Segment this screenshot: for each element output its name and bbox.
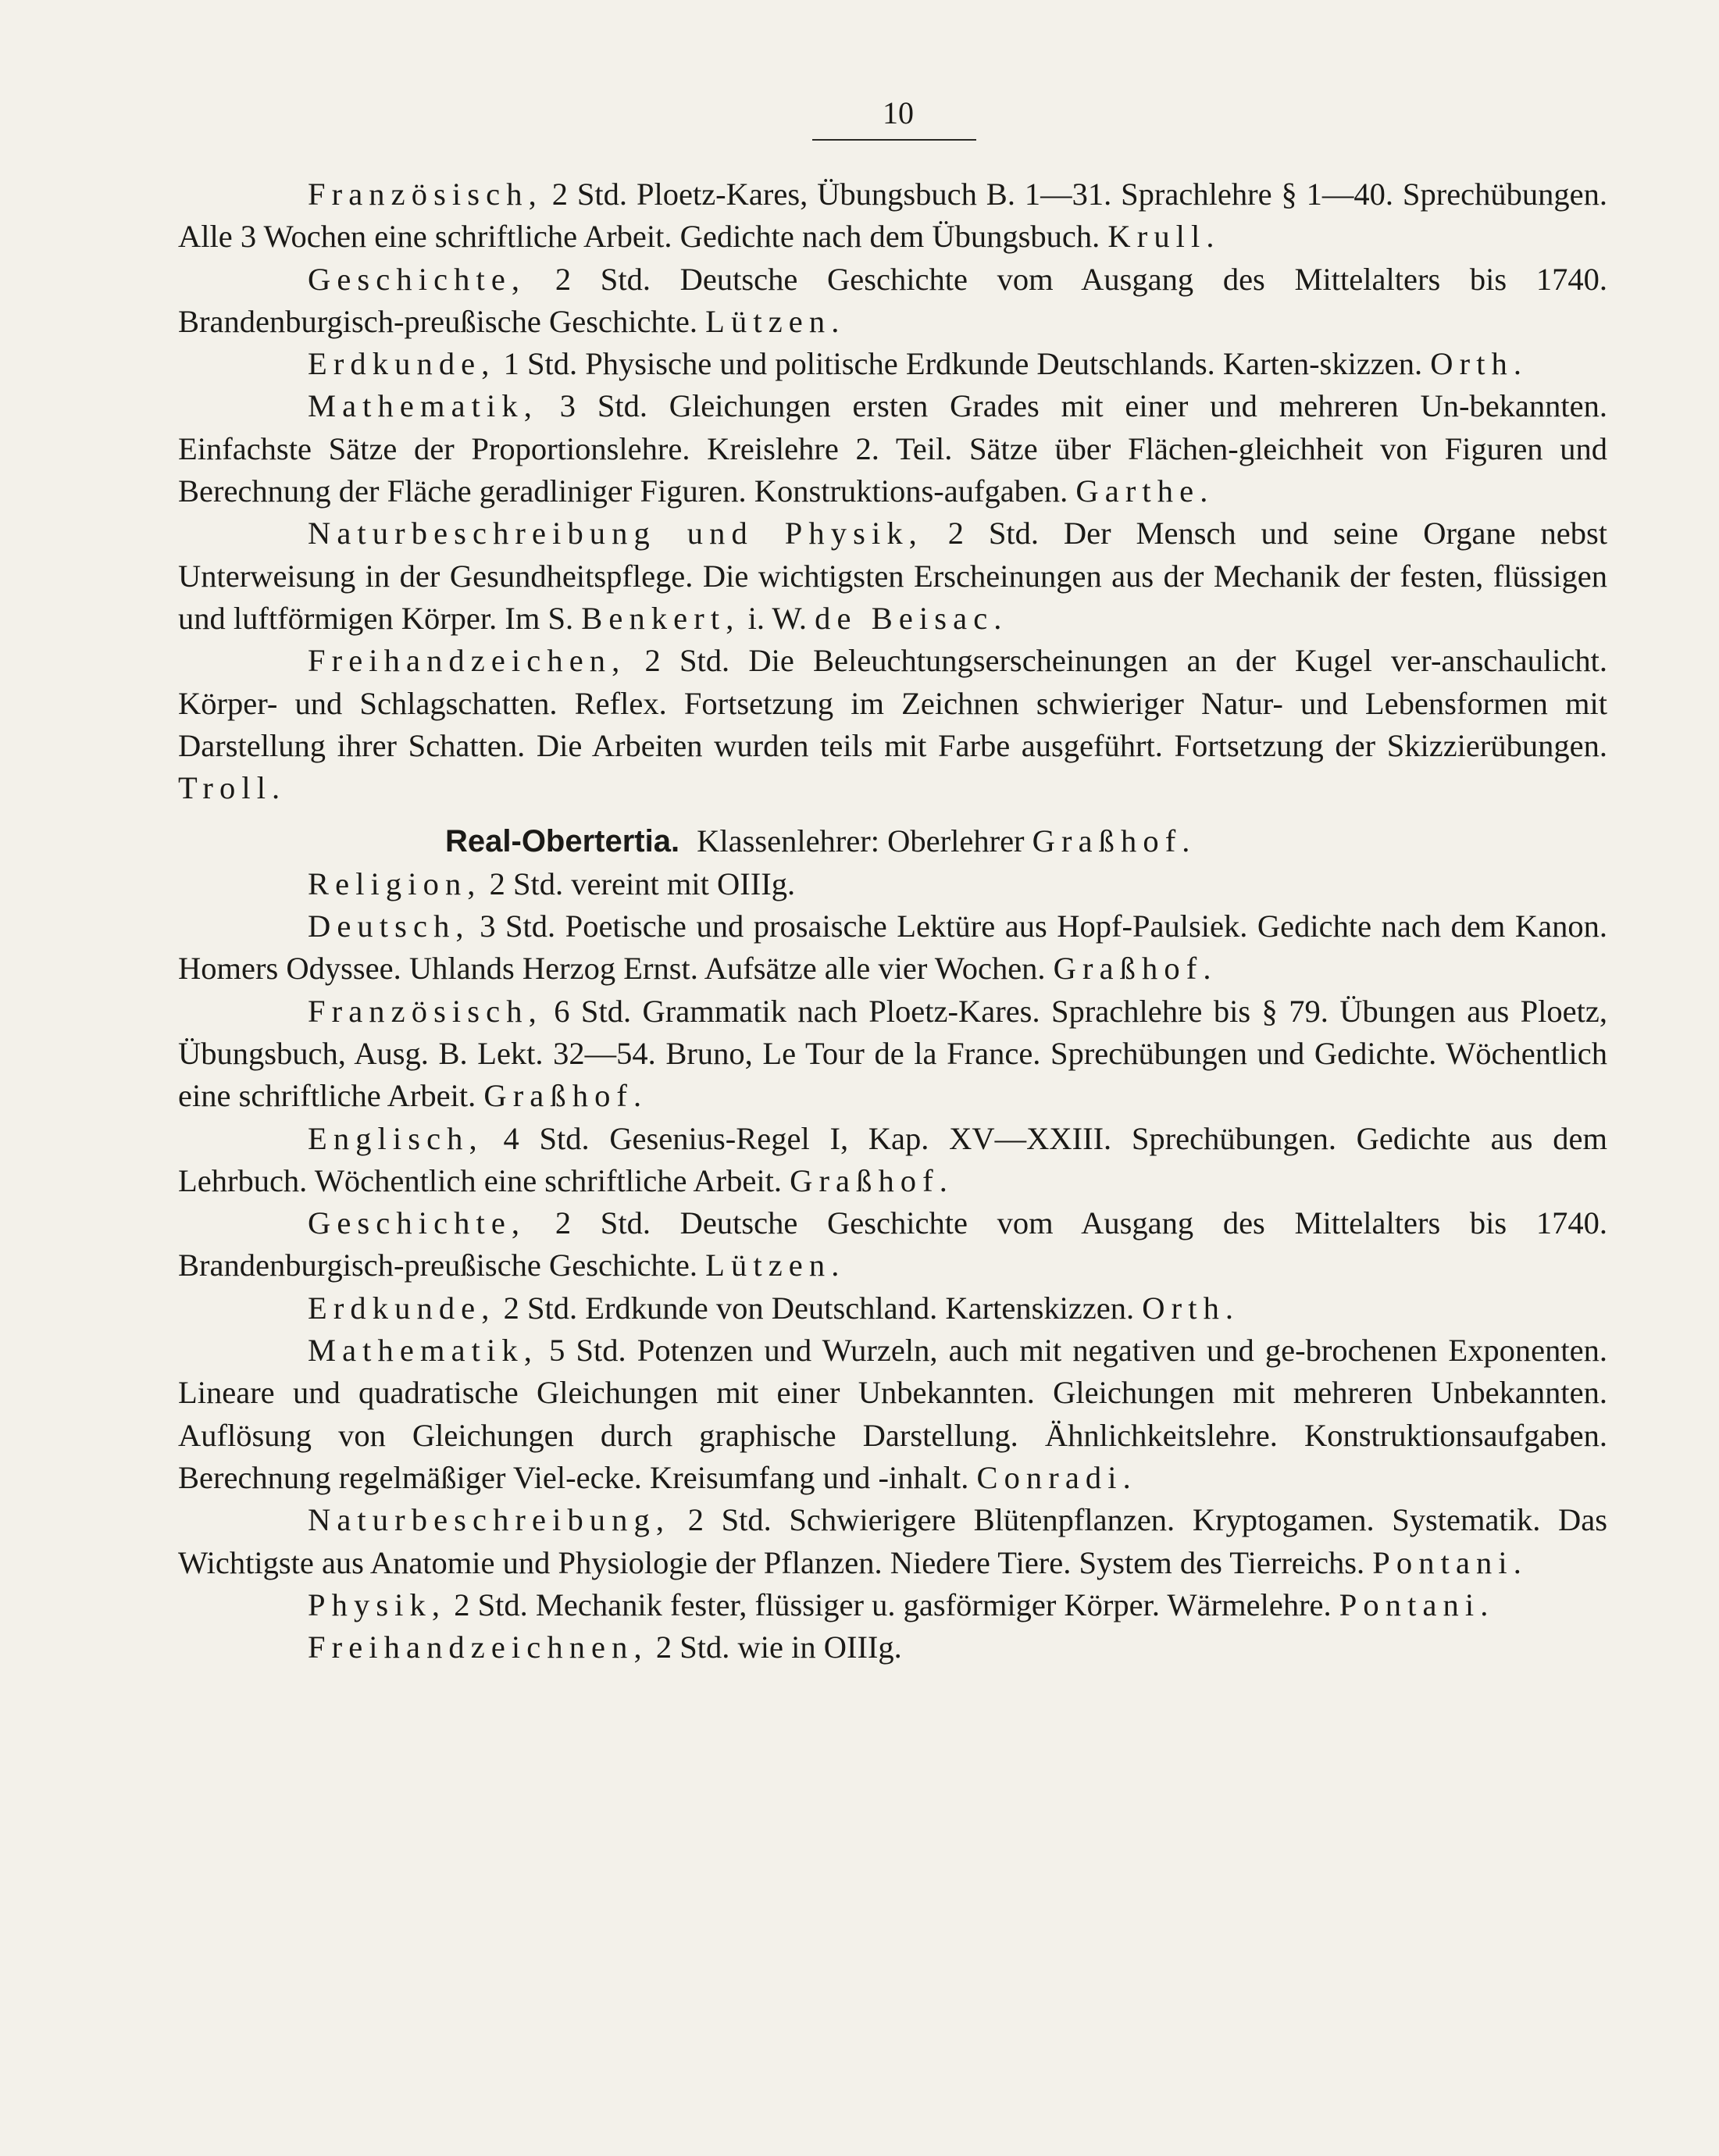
entry-description: 5 Std. Potenzen und Wurzeln, auch mit negativen und ge-brochenen Exponenten. Lineare und quadratische Gleichungen mit einer Unbekannten. Gleichungen mit mehreren Unbekannten. Auflösung von Gleichungen durch graphische Darstellung. Ähnlichkeitslehre. Konstruktionsaufgaben. Berechnung regelmäßiger Viel-ecke. Kreisumfang und -inhalt. <box>178 1333 1607 1495</box>
entry-geschichte-2 <box>178 1202 1607 1287</box>
entry-englisch-2 <box>178 1118 1607 1203</box>
subject-name: Naturbeschreibung, <box>308 1502 671 1538</box>
entry-description: 3 Std. Poetische und prosaische Lektüre aus Hopf-Paulsiek. Gedichte nach dem Kanon. Homers Odyssee. Uhlands Herzog Ernst. Aufsätze alle vier Wochen. <box>178 908 1607 987</box>
subject-name: Französisch, <box>308 177 543 212</box>
entry-description: 2 Std. Erdkunde von Deutschland. Kartenskizzen. <box>495 1290 1143 1326</box>
teacher-name: Graßhof. <box>790 1162 954 1198</box>
teacher-name-2: de Beisac. <box>815 600 1008 636</box>
entry-description: 2 Std. Ploetz-Kares, Übungsbuch B. 1—31. Sprachlehre § 1—40. Sprechübungen. Alle 3 Wochen eine schriftliche Arbeit. Gedichte nach dem Übungsbuch. <box>178 177 1607 255</box>
subject-name: Freihandzeichnen, <box>308 1629 648 1665</box>
section-heading <box>178 820 1607 862</box>
entry-naturbeschreibung-physik-1 <box>178 512 1607 640</box>
entry-freihandzeichnen-2 <box>178 1626 1607 1669</box>
entry-description: 2 Std. Mechanik fester, flüssiger u. gasförmiger Körper. Wärmelehre. <box>446 1587 1339 1622</box>
entry-naturbeschreibung-2 <box>178 1499 1607 1584</box>
teacher-name: Benkert, <box>581 600 740 636</box>
subject-name: Religion, <box>308 866 482 901</box>
entry-description: 1 Std. Physische und politische Erdkunde Deutschlands. Karten-skizzen. <box>495 346 1431 382</box>
entry-description: 2 Std. Deutsche Geschichte vom Ausgang des Mittelalters bis 1740. Brandenburgisch-preußische Geschichte. <box>178 261 1607 339</box>
subject-name: Naturbeschreibung und Physik, <box>308 516 923 551</box>
entry-geschichte-1 <box>178 259 1607 344</box>
teacher-name: Pontani. <box>1339 1587 1495 1622</box>
entry-deutsch-2 <box>178 905 1607 991</box>
entry-description: 4 Std. Gesenius-Regel I, Kap. XV—XXIII. Sprechübungen. Gedichte aus dem Lehrbuch. Wöchentlich eine schriftliche Arbeit. <box>178 1120 1607 1198</box>
teacher-name: Lützen. <box>705 1248 846 1283</box>
subject-name: Mathematik, <box>308 388 538 424</box>
page-number-rule <box>812 139 976 141</box>
entry-erdkunde-2 <box>178 1287 1607 1330</box>
entry-franzoesisch-2 <box>178 991 1607 1118</box>
entry-description: 6 Std. Grammatik nach Ploetz-Kares. Sprachlehre bis § 79. Übungen aus Ploetz, Übungsbuch, Ausg. B. Lekt. 32—54. Bruno, Le Tour de la France. Sprechübungen und Gedichte. Wöchentlich eine schriftliche Arbeit. <box>178 993 1607 1114</box>
page-number: 10 <box>883 95 914 130</box>
teacher-name: Orth. <box>1142 1290 1240 1326</box>
curriculum-text <box>178 173 1607 1669</box>
subject-name: Freihandzeichen, <box>308 643 626 679</box>
entry-mathematik-2 <box>178 1330 1607 1499</box>
entry-description: 2 Std. Schwierigere Blütenpflanzen. Kryptogamen. Systematik. Das Wichtigste aus Anatomie und Physiologie der Pflanzen. Niedere Tiere. System des Tierreichs. <box>178 1502 1607 1580</box>
teacher-name: Krull. <box>1107 219 1221 255</box>
teacher-name: Troll. <box>178 770 287 806</box>
subject-name: Geschichte, <box>308 1205 526 1241</box>
entry-description: 2 Std. Die Beleuchtungserscheinungen an der Kugel ver-anschaulicht. Körper- und Schlagschatten. Reflex. Fortsetzung im Zeichnen schwieriger Natur- und Lebensformen mit Darstellung ihrer Schatten. Die Arbeiten wurden teils mit Farbe ausgeführt. Fortsetzung der Skizzierübungen. <box>178 643 1607 763</box>
subject-name: Französisch, <box>308 993 543 1029</box>
subject-name: Englisch, <box>308 1120 483 1156</box>
teacher-name: Lützen. <box>705 303 846 339</box>
section-title: Real-Obertertia. <box>445 824 680 859</box>
class-teacher-name: Graßhof. <box>1032 823 1197 859</box>
entry-description: 2 Std. wie in OIIIg. <box>647 1629 902 1665</box>
entry-description-continued: i. W. <box>740 600 815 636</box>
teacher-name: Graßhof. <box>1053 951 1218 987</box>
subject-name: Physik, <box>308 1587 447 1622</box>
entry-freihandzeichen-1 <box>178 640 1607 809</box>
entry-description: 3 Std. Gleichungen ersten Grades mit einer und mehreren Un-bekannten. Einfachste Sätze der Proportionslehre. Kreislehre 2. Teil. Sätze über Flächen-gleichheit von Figuren und Berechnung der Fläche geradliniger Figuren. Konstruktions-aufgaben. <box>178 388 1607 509</box>
subject-name: Erdkunde, <box>308 1290 496 1326</box>
teacher-name: Garthe. <box>1075 473 1214 509</box>
entry-description: 2 Std. Der Mensch und seine Organe nebst Unterweisung in der Gesundheitspflege. Die wichtigsten Erscheinungen aus der Mechanik der festen, flüssigen und luftförmigen Körper. Im S. <box>178 516 1608 636</box>
entry-franzoesisch-1 <box>178 173 1607 259</box>
teacher-name: Graßhof. <box>483 1078 648 1114</box>
subject-name: Deutsch, <box>308 908 470 944</box>
subject-name: Mathematik, <box>308 1333 538 1369</box>
teacher-name: Orth. <box>1430 346 1528 382</box>
teacher-name: Pontani. <box>1372 1544 1528 1580</box>
teacher-name: Conradi. <box>976 1459 1137 1495</box>
subject-name: Erdkunde, <box>308 346 496 382</box>
subject-name: Geschichte, <box>308 261 526 297</box>
entry-description: 2 Std. Deutsche Geschichte vom Ausgang des Mittelalters bis 1740. Brandenburgisch-preußische Geschichte. <box>178 1205 1607 1283</box>
class-teacher-label: Klassenlehrer: Oberlehrer <box>697 823 1025 859</box>
entry-erdkunde-1 <box>178 343 1607 385</box>
entry-religion-2 <box>178 863 1607 905</box>
entry-mathematik-1 <box>178 385 1607 512</box>
entry-physik-2 <box>178 1584 1607 1626</box>
entry-description: 2 Std. vereint mit OIIIg. <box>481 866 796 901</box>
